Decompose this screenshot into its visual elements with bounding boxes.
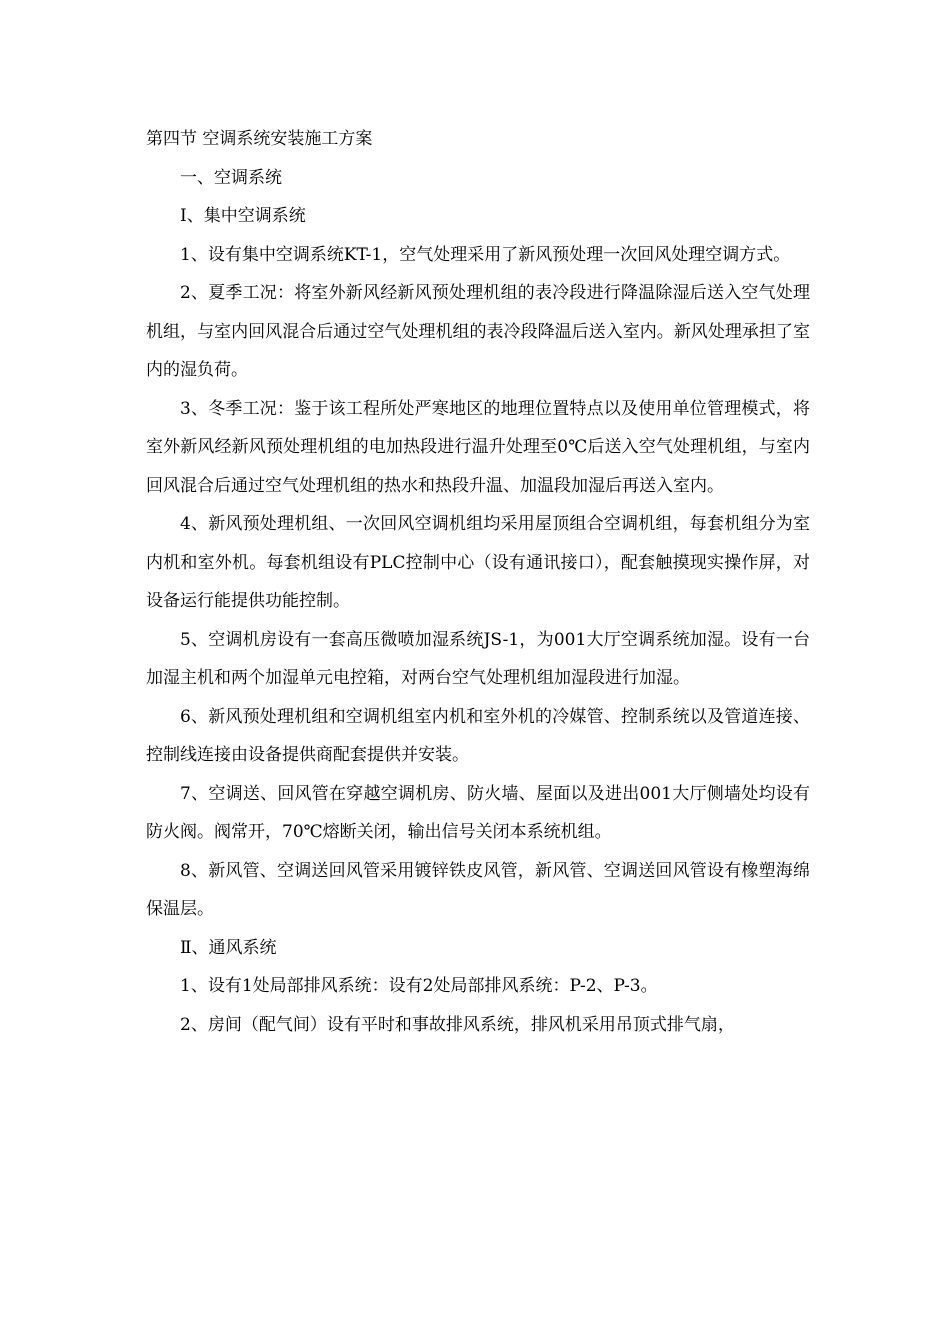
ventilation-paragraph-1: 1、设有1处局部排风系统：设有2处局部排风系统：P-2、P-3。 bbox=[180, 976, 658, 996]
paragraph-8: 8、新风管、空调送回风管采用镀锌铁皮风管，新风管、空调送回风管设有橡塑海绵保温层。 bbox=[146, 860, 810, 919]
section-title: 第四节 空调系统安装施工方案 bbox=[146, 129, 373, 149]
ventilation-paragraph-2: 2、房间（配气间）设有平时和事故排风系统，排风机采用吊顶式排气扇， bbox=[180, 1014, 735, 1035]
paragraph-6: 6、新风预处理机组和空调机组室内机和室外机的冷媒管、控制系统以及管道连接、控制线连接由设备提供商配套提供并安装。 bbox=[146, 706, 810, 765]
paragraph-5: 5、空调机房设有一套高压微喷加湿系统JS-1，为001大厅空调系统加湿。设有一台加湿主机和两个加湿单元电控箱，对两台空气处理机组加湿段进行加湿。 bbox=[146, 629, 810, 688]
subheading-ventilation-system: Ⅱ、通风系统 bbox=[180, 937, 277, 958]
subheading-central-ac-system: Ⅰ、集中空调系统 bbox=[180, 206, 306, 226]
paragraph-3: 3、冬季工况：鉴于该工程所处严寒地区的地理位置特点以及使用单位管理模式，将室外新风经新风预处理机组的电加热段进行温升处理至0℃后送入空气处理机组，与室内回风混合后通过空气处理机组的热水和热段升温、加温段加湿后再送入室内。 bbox=[146, 398, 810, 496]
document-body bbox=[146, 120, 810, 1044]
paragraph-4: 4、新风预处理机组、一次回风空调机组均采用屋顶组合空调机组，每套机组分为室内机和室外机。每套机组设有PLC控制中心（设有通讯接口），配套触摸现实操作屏，对设备运行能提供功能控制。 bbox=[146, 514, 810, 611]
paragraph-2: 2、夏季工况：将室外新风经新风预处理机组的表冷段进行降温除湿后送入空气处理机组，与室内回风混合后通过空气处理机组的表冷段降温后送入室内。新风处理承担了室内的湿负荷。 bbox=[146, 283, 810, 380]
paragraph-7: 7、空调送、回风管在穿越空调机房、防火墙、屋面以及进出001大厅侧墙处均设有防火阀。阀常开，70℃熔断关闭，输出信号关闭本系统机组。 bbox=[146, 783, 810, 842]
paragraph-1: 1、设有集中空调系统KT-1，空气处理采用了新风预处理一次回风处理空调方式。 bbox=[180, 244, 791, 265]
heading-air-conditioning-system: 一、空调系统 bbox=[180, 167, 282, 188]
